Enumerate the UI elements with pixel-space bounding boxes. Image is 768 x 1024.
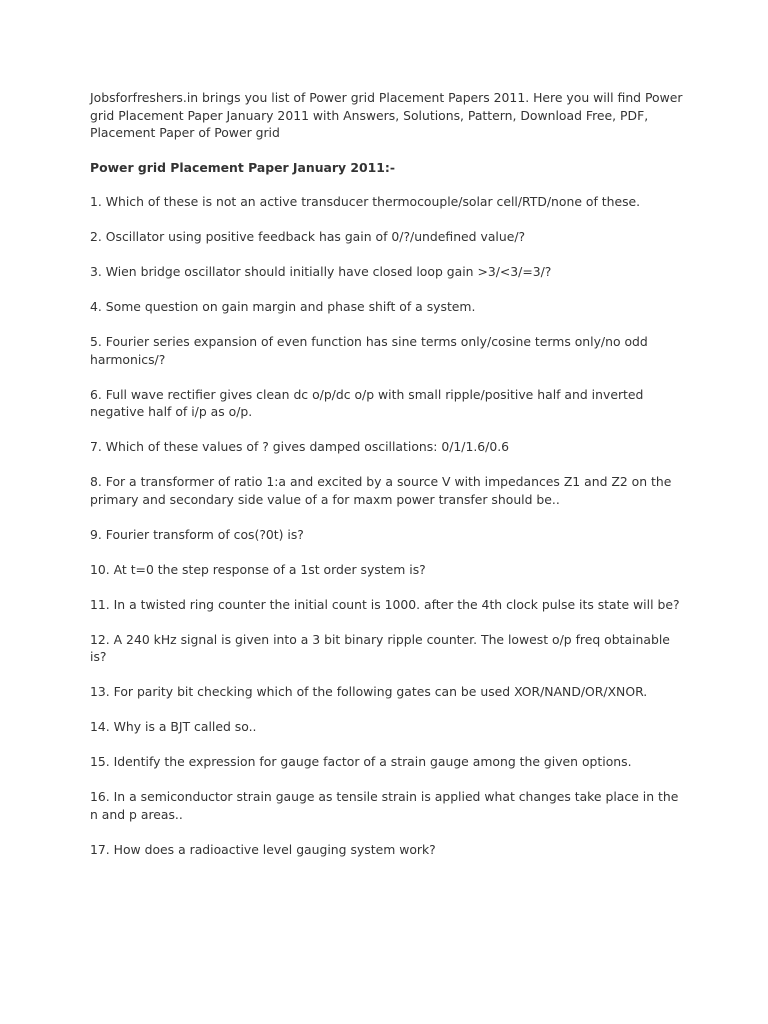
question-item: 12. A 240 kHz signal is given into a 3 bit binary ripple counter. The lowest o/p freq obtainable is?: [90, 631, 670, 664]
question-item: 7. Which of these values of ? gives damped oscillations: 0/1/1.6/0.6: [90, 439, 510, 454]
question-item: 9. Fourier transform of cos(?0t) is?: [90, 526, 304, 542]
question-item: 5. Fourier series expansion of even function has sine terms only/cosine terms only/no odd harmonics/?: [90, 334, 648, 367]
question-item: 4. Some question on gain margin and phase shift of a system.: [90, 299, 476, 314]
question-item: 15. Identify the expression for gauge factor of a strain gauge among the given options.: [90, 754, 632, 769]
question-item: 3. Wien bridge oscillator should initially have closed loop gain >3/<3/=3/?: [90, 264, 552, 279]
question-item: 16. In a semiconductor strain gauge as tensile strain is applied what changes take place in the n and p areas..: [90, 789, 679, 822]
question-item: 1. Which of these is not an active transducer thermocouple/solar cell/RTD/none of these.: [90, 194, 641, 209]
question-item: 13. For parity bit checking which of the following gates can be used XOR/NAND/OR/XNOR.: [90, 684, 648, 699]
question-item: 10. At t=0 the step response of a 1st order system is?: [90, 561, 426, 577]
question-item: 6. Full wave rectifier gives clean dc o/p/dc o/p with small ripple/positive half and inverted negative half of i/p as o/p.: [90, 386, 644, 419]
question-item: 17. How does a radioactive level gauging system work?: [90, 841, 436, 857]
intro-paragraph: Jobsforfreshers.in brings you list of Power grid Placement Papers 2011. Here you will find Power grid Placement Paper January 2011 with Answers, Solutions, Pattern, Download Free, PDF, Placement Paper of Power grid: [90, 90, 683, 140]
document-body: [90, 89, 690, 876]
paper-heading: Power grid Placement Paper January 2011:-: [90, 159, 395, 175]
question-item: 14. Why is a BJT called so..: [90, 719, 257, 734]
question-item: 8. For a transformer of ratio 1:a and excited by a source V with impedances Z1 and Z2 on the primary and secondary side value of a for maxm power transfer should be..: [90, 474, 672, 507]
question-item: 2. Oscillator using positive feedback has gain of 0/?/undefined value/?: [90, 229, 526, 244]
question-item: 11. In a twisted ring counter the initial count is 1000. after the 4th clock pulse its state will be?: [90, 596, 680, 612]
